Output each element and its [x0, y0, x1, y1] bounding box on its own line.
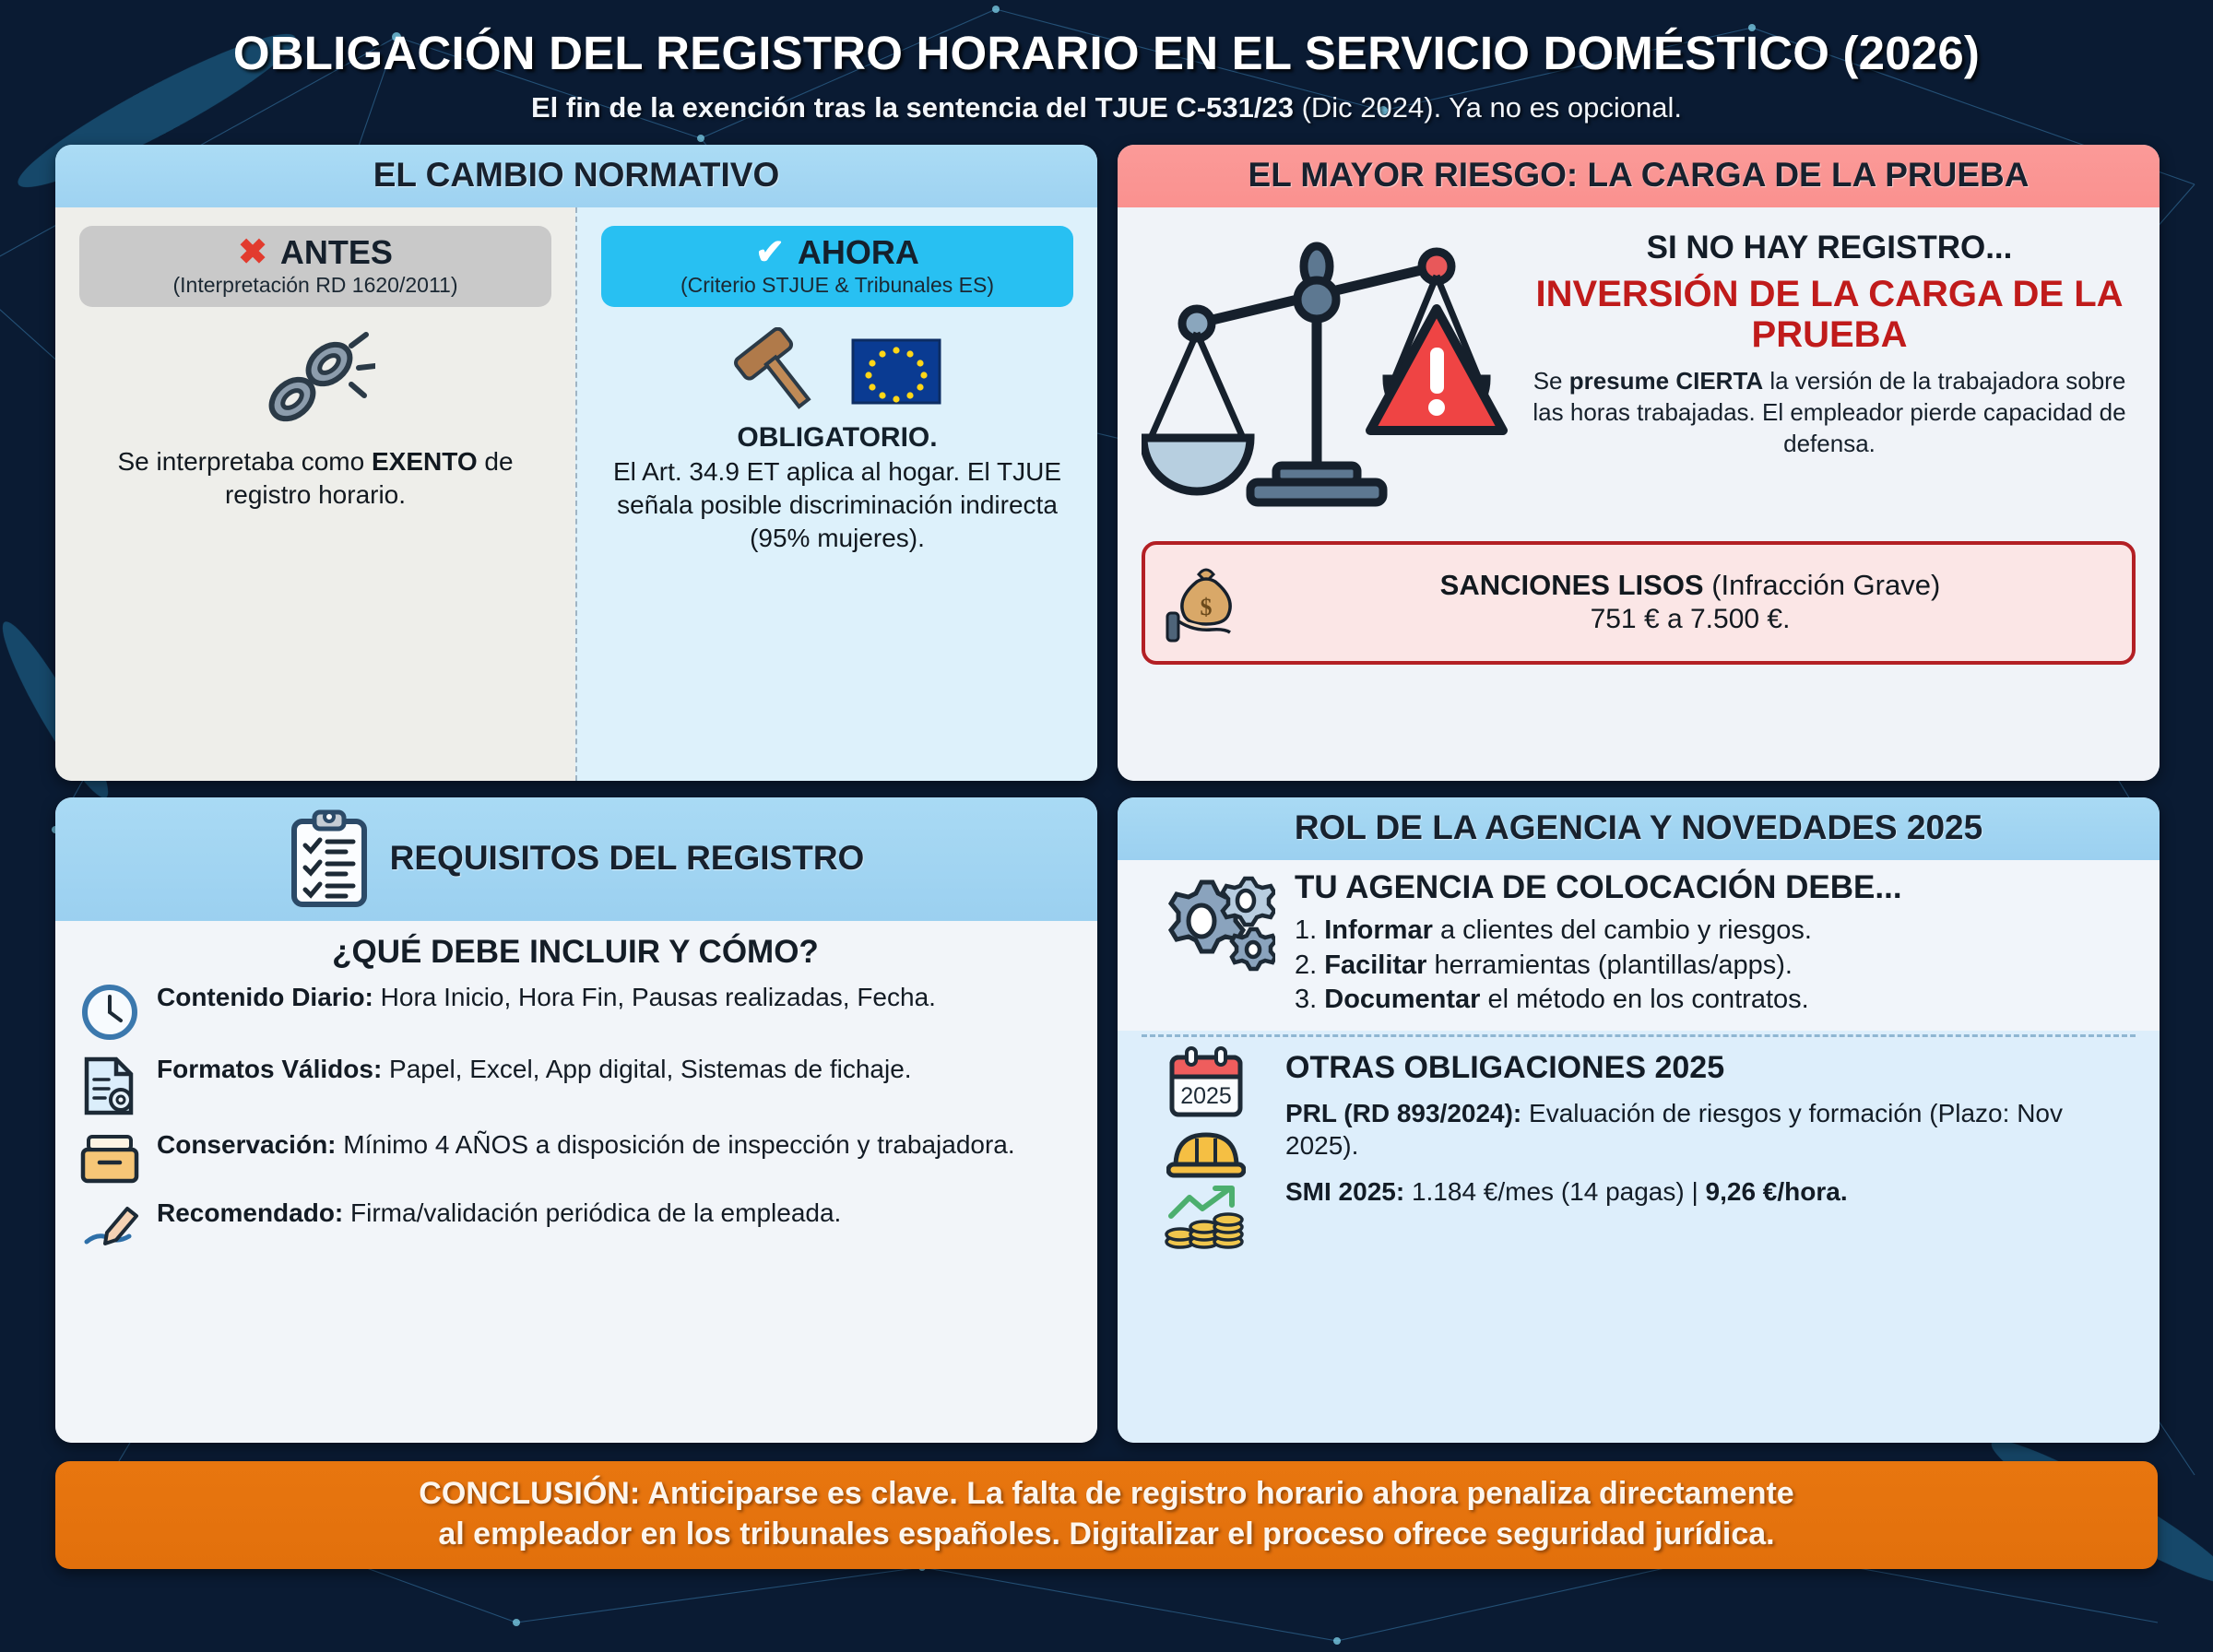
step-text: herramientas (plantillas/apps). [1426, 950, 1793, 980]
scales-warning-icon [1142, 224, 1510, 528]
conclusion-line2: al empleador en los tribunales españoles. Digitalizar el proceso ofrece seguridad jurídica. [438, 1516, 1775, 1552]
sanciones-paren: (Infracción Grave) [1703, 569, 1941, 601]
requisito-item [77, 1198, 1073, 1257]
ahora-description: El Art. 34.9 ET aplica al hogar. El TJUE señala posible discriminación indirecta (95% mujeres). [612, 457, 1062, 552]
requisito-value: Firma/validación periódica de la empleada. [343, 1198, 842, 1227]
calendar-year: 2025 [1180, 1083, 1232, 1110]
agencia-bottom-icons [1142, 1046, 1271, 1249]
requisito-label: Formatos Válidos: [157, 1055, 383, 1083]
step-number: 1. [1295, 915, 1318, 945]
obligacion-hourly: 9,26 €/hora. [1705, 1176, 1848, 1206]
check-icon: ✔ [755, 233, 785, 272]
riesgo-para-c: la versión de la trabajadora sobre las horas trabajadas. El empleador pierde capacidad de defensa. [1533, 367, 2126, 457]
hard-hat-icon [1166, 1124, 1246, 1179]
obligacion-row [1285, 1175, 2136, 1208]
riesgo-line2: INVERSIÓN DE LA CARGA DE LA PRUEBA [1535, 274, 2124, 355]
obligacion-row [1285, 1097, 2136, 1162]
subtitle-bold: El fin de la exención tras la sentencia del TJUE C-531/23 [530, 91, 1294, 124]
agencia-step [1295, 949, 2136, 984]
cross-icon: ✖ [238, 233, 267, 272]
requisitos-heading-row [65, 808, 1088, 908]
ahora-pill [601, 226, 1073, 307]
panel-cambio-heading: EL CAMBIO NORMATIVO [55, 145, 1097, 207]
requisito-item [77, 982, 1073, 1041]
panels-grid [55, 145, 2158, 1443]
requisito-text [157, 1129, 1015, 1162]
requisito-item [77, 1129, 1073, 1185]
requisito-value: Papel, Excel, App digital, Sistemas de fichaje. [382, 1055, 912, 1083]
svg-text:$: $ [1200, 594, 1213, 620]
requisito-value: Hora Inicio, Hora Fin, Pausas realizadas, Fecha. [373, 983, 936, 1011]
panel-mayor-riesgo [1118, 145, 2160, 781]
antes-column [55, 207, 575, 781]
riesgo-line1: SI NO HAY REGISTRO... [1646, 230, 2013, 266]
step-text: a clientes del cambio y riesgos. [1432, 915, 1812, 945]
panel-rol-agencia [1118, 797, 2160, 1443]
calendar-2025-icon [1166, 1046, 1246, 1118]
ahora-column [575, 207, 1097, 781]
step-bold: Facilitar [1324, 950, 1427, 980]
obligacion-text: 1.184 €/mes (14 pagas) | [1404, 1176, 1706, 1206]
antes-sub: (Interpretación RD 1620/2011) [172, 273, 458, 297]
subtitle-rest: (Dic 2024). Ya no es opcional. [1293, 91, 1683, 124]
obligacion-label: SMI 2025: [1285, 1176, 1405, 1206]
panel-agencia-heading: ROL DE LA AGENCIA Y NOVEDADES 2025 [1118, 797, 2160, 860]
riesgo-paragraph [1523, 366, 2136, 459]
requisito-text [157, 1198, 841, 1230]
sanciones-box [1142, 541, 2136, 665]
agencia-top-title: TU AGENCIA DE COLOCACIÓN DEBE... [1295, 869, 1902, 905]
money-bag-hand-icon [1162, 558, 1250, 646]
step-bold: Informar [1324, 915, 1433, 945]
obligacion-text: Evaluación de riesgos y formación (Plazo: Nov 2025). [1285, 1099, 2063, 1161]
sanciones-amount: 751 € a 7.500 €. [1590, 604, 1791, 634]
requisitos-question: ¿QUÉ DEBE INCLUIR Y CÓMO? [332, 934, 819, 970]
step-number: 2. [1295, 950, 1318, 980]
panel-riesgo-heading: EL MAYOR RIESGO: LA CARGA DE LA PRUEBA [1118, 145, 2160, 207]
eu-flag-icon [851, 338, 941, 405]
requisito-text [157, 982, 936, 1014]
signing-hand-icon [77, 1198, 142, 1257]
requisito-label: Contenido Diario: [157, 983, 373, 1011]
obligacion-label: PRL (RD 893/2024): [1285, 1099, 1522, 1128]
conclusion-line1: CONCLUSIÓN: Anticiparse es clave. La falta de registro horario ahora penaliza directamente [419, 1476, 1794, 1511]
panel-cambio-normativo [55, 145, 1097, 781]
panel-requisitos-heading: REQUISITOS DEL REGISTRO [389, 839, 865, 877]
antes-text-bold: EXENTO [371, 447, 478, 476]
requisito-text [157, 1054, 912, 1086]
conclusion-banner [55, 1461, 2158, 1569]
step-text: el método en los contratos. [1480, 985, 1809, 1015]
page-header [55, 26, 2158, 124]
requisito-label: Conservación: [157, 1130, 337, 1159]
panel-requisitos [55, 797, 1097, 1443]
antes-pill [79, 226, 551, 307]
agencia-step [1295, 914, 2136, 949]
antes-text-after: de registro horario. [224, 447, 514, 509]
ahora-strong: OBLIGATORIO. [737, 422, 938, 453]
page-title: OBLIGACIÓN DEL REGISTRO HORARIO EN EL SERVICIO DOMÉSTICO (2026) [232, 27, 1981, 79]
antes-text-before: Se interpretaba como [117, 447, 372, 476]
antes-title [92, 233, 538, 272]
requisito-label: Recomendado: [157, 1198, 344, 1227]
requisito-item [77, 1054, 1073, 1116]
riesgo-para-bold: presume CIERTA [1568, 367, 1764, 395]
clock-icon [77, 982, 142, 1041]
ahora-sub: (Criterio STJUE & Tribunales ES) [680, 273, 994, 297]
gavel-icon [733, 327, 834, 415]
ahora-title [614, 233, 1060, 272]
otras-obligaciones-title: OTRAS OBLIGACIONES 2025 [1285, 1050, 1725, 1086]
ahora-label: AHORA [797, 233, 919, 271]
antes-label: ANTES [279, 233, 393, 271]
antes-description [79, 445, 551, 512]
coins-growth-icon [1164, 1185, 1249, 1249]
step-number: 3. [1295, 985, 1318, 1015]
step-bold: Documentar [1324, 985, 1481, 1015]
sanciones-bold: SANCIONES LISOS [1439, 569, 1704, 601]
clipboard-checklist-icon [289, 808, 370, 908]
riesgo-para-a: Se [1533, 367, 1569, 395]
sanciones-title [1265, 569, 2115, 602]
document-gear-icon [77, 1054, 142, 1116]
page-subtitle [55, 91, 2158, 124]
agencia-step [1295, 983, 2136, 1018]
gears-icon [1142, 869, 1280, 985]
archive-box-icon [77, 1129, 142, 1185]
broken-chain-icon [255, 327, 375, 438]
requisito-value: Mínimo 4 AÑOS a disposición de inspección y trabajadora. [336, 1130, 1015, 1159]
ahora-icons [733, 327, 941, 415]
